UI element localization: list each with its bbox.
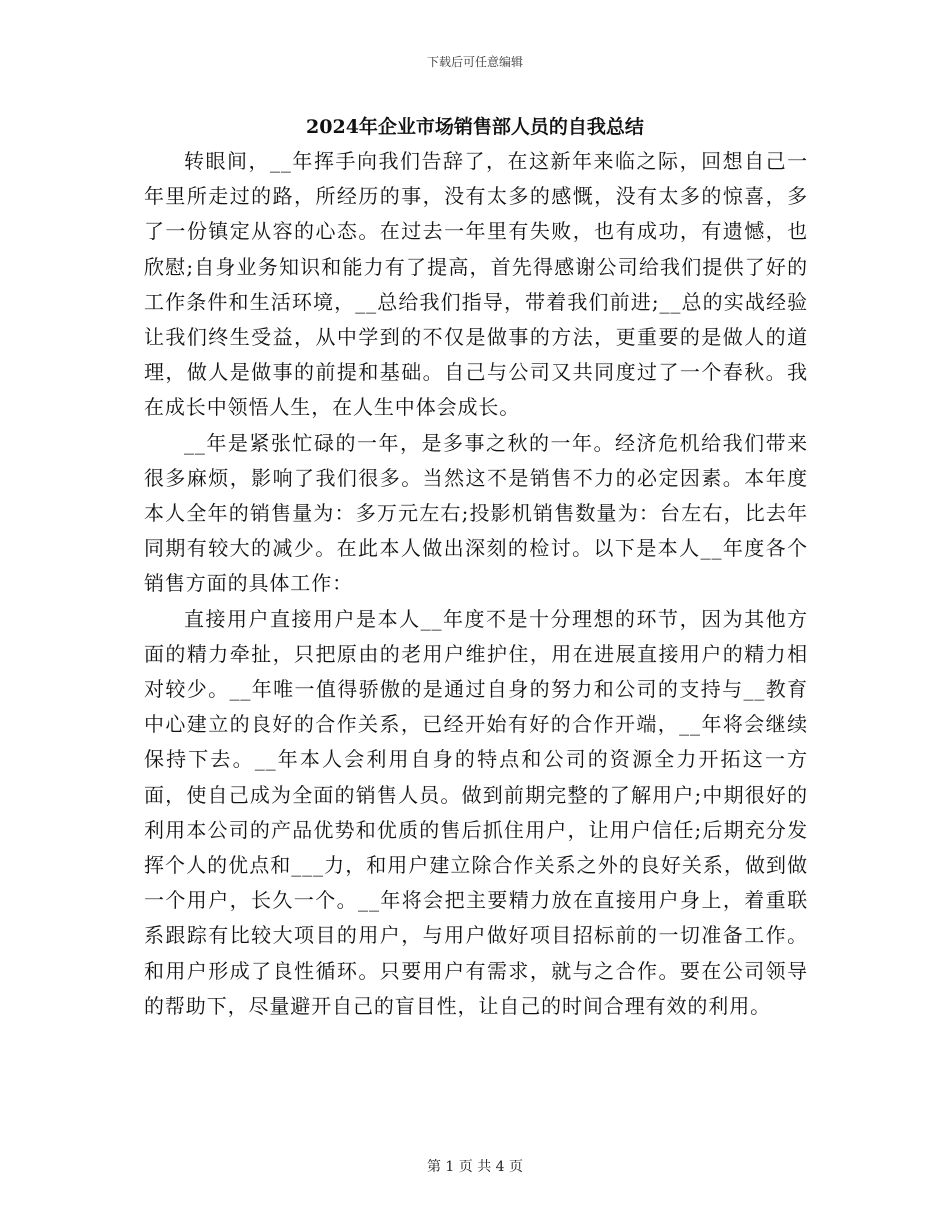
document-body: [144, 144, 808, 1024]
paragraph-2: __年是紧张忙碌的一年，是多事之秋的一年。经济危机给我们带来很多麻烦，影响了我们很多。当然这不是销售不力的必定因素。本年度本人全年的销售量为：多万元左右;投影机销售数量为：台左右，比去年同期有较大的减少。在此本人做出深刻的检讨。以下是本人__年度各个销售方面的具体工作：: [144, 430, 808, 596]
page-number: 第 1 页 共 4 页: [426, 1159, 524, 1175]
header-note: 下载后可任意编辑: [426, 55, 523, 69]
document-title: 2024年企业市场销售部人员的自我总结: [306, 116, 644, 138]
paragraph-1: 转眼间，__年挥手向我们告辞了，在这新年来临之际，回想自己一年里所走过的路，所经历的事，没有太多的感慨，没有太多的惊喜，多了一份镇定从容的心态。在过去一年里有失败，也有成功，有遗憾，也欣慰;自身业务知识和能力有了提高，首先得感谢公司给我们提供了好的工作条件和生活环境，__总给我们指导，带着我们前进;__总的实战经验让我们终生受益，从中学到的不仅是做事的方法，更重要的是做人的道理，做人是做事的前提和基础。自己与公司又共同度过了一个春秋。我在成长中领悟人生，在人生中体会成长。: [144, 149, 808, 420]
paragraph-3: 直接用户直接用户是本人__年度不是十分理想的环节，因为其他方面的精力牵扯，只把原由的老用户维护住，用在进展直接用户的精力相对较少。__年唯一值得骄傲的是通过自身的努力和公司的支持与__教育中心建立的良好的合作关系，已经开始有好的合作开端，__年将会继续保持下去。__年本人会利用自身的特点和公司的资源全力开拓这一方面，使自己成为全面的销售人员。做到前期完整的了解用户;中期很好的利用本公司的产品优势和优质的售后抓住用户，让用户信任;后期充分发挥个人的优点和___力，和用户建立除合作关系之外的良好关系，做到做一个用户，长久一个。__年将会把主要精力放在直接用户身上，着重联系跟踪有比较大项目的用户，与用户做好项目招标前的一切准备工作。和用户形成了良性循环。只要用户有需求，就与之合作。要在公司领导的帮助下，尽量避开自己的盲目性，让自己的时间合理有效的利用。: [144, 606, 808, 1018]
